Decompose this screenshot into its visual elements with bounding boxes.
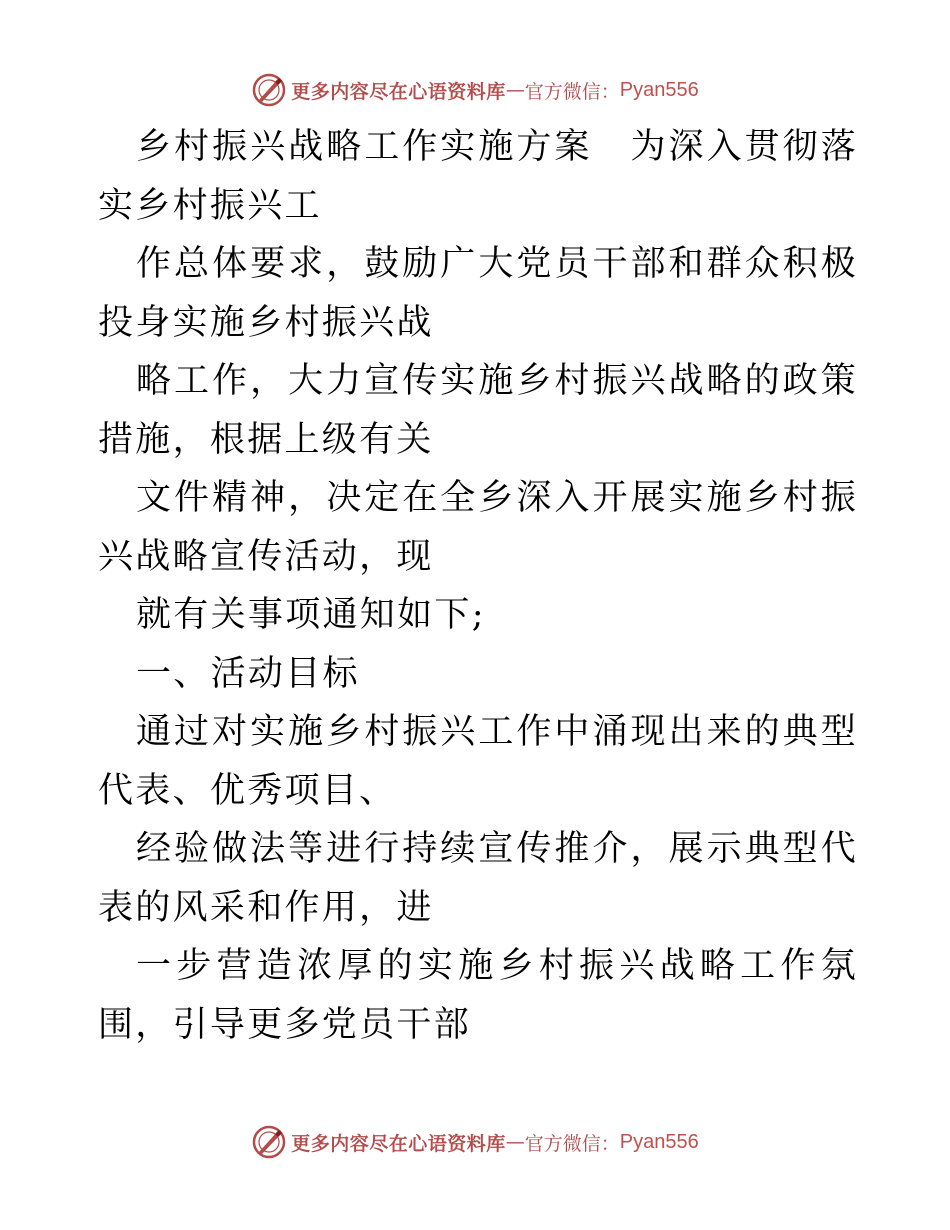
paragraph: 文件精神，决定在全乡深入开展实施乡村振兴战略宣传活动，现: [98, 478, 858, 577]
watermark-contact-label: 官方微信：: [524, 80, 620, 103]
watermark-brand-text: 更多内容尽在心语资料库: [291, 1132, 506, 1155]
red-quill-seal-icon: [251, 72, 287, 108]
header-watermark: [0, 70, 950, 110]
paragraph: 通过对实施乡村振兴工作中涌现出来的典型代表、优秀项目、: [98, 712, 858, 811]
watermark-separator: —: [505, 1131, 525, 1153]
footer-watermark: [0, 1122, 950, 1162]
document-body: [98, 118, 858, 1054]
watermark-row: [251, 1122, 699, 1162]
paragraph-title: 乡村振兴战略工作实施方案 为深入贯彻落实乡村振兴工: [98, 127, 858, 226]
paragraph: 一步营造浓厚的实施乡村振兴战略工作氛围，引导更多党员干部: [98, 946, 858, 1045]
paragraph: 略工作，大力宣传实施乡村振兴战略的政策措施，根据上级有关: [98, 361, 858, 460]
paragraph: 经验做法等进行持续宣传推介，展示典型代表的风采和作用，进: [98, 829, 858, 928]
red-quill-seal-icon: [251, 1124, 287, 1160]
paragraph: 就有关事项通知如下;: [136, 595, 486, 635]
watermark-brand-text: 更多内容尽在心语资料库: [291, 80, 506, 103]
watermark-contact-id: Pyan556: [619, 1130, 699, 1153]
watermark-contact-label: 官方微信：: [524, 1132, 620, 1155]
section-heading: 一、活动目标: [136, 653, 360, 694]
watermark-contact-id: Pyan556: [619, 78, 699, 101]
watermark-separator: —: [505, 79, 525, 101]
paragraph: 作总体要求，鼓励广大党员干部和群众积极投身实施乡村振兴战: [98, 244, 858, 343]
watermark-row: [251, 70, 699, 110]
